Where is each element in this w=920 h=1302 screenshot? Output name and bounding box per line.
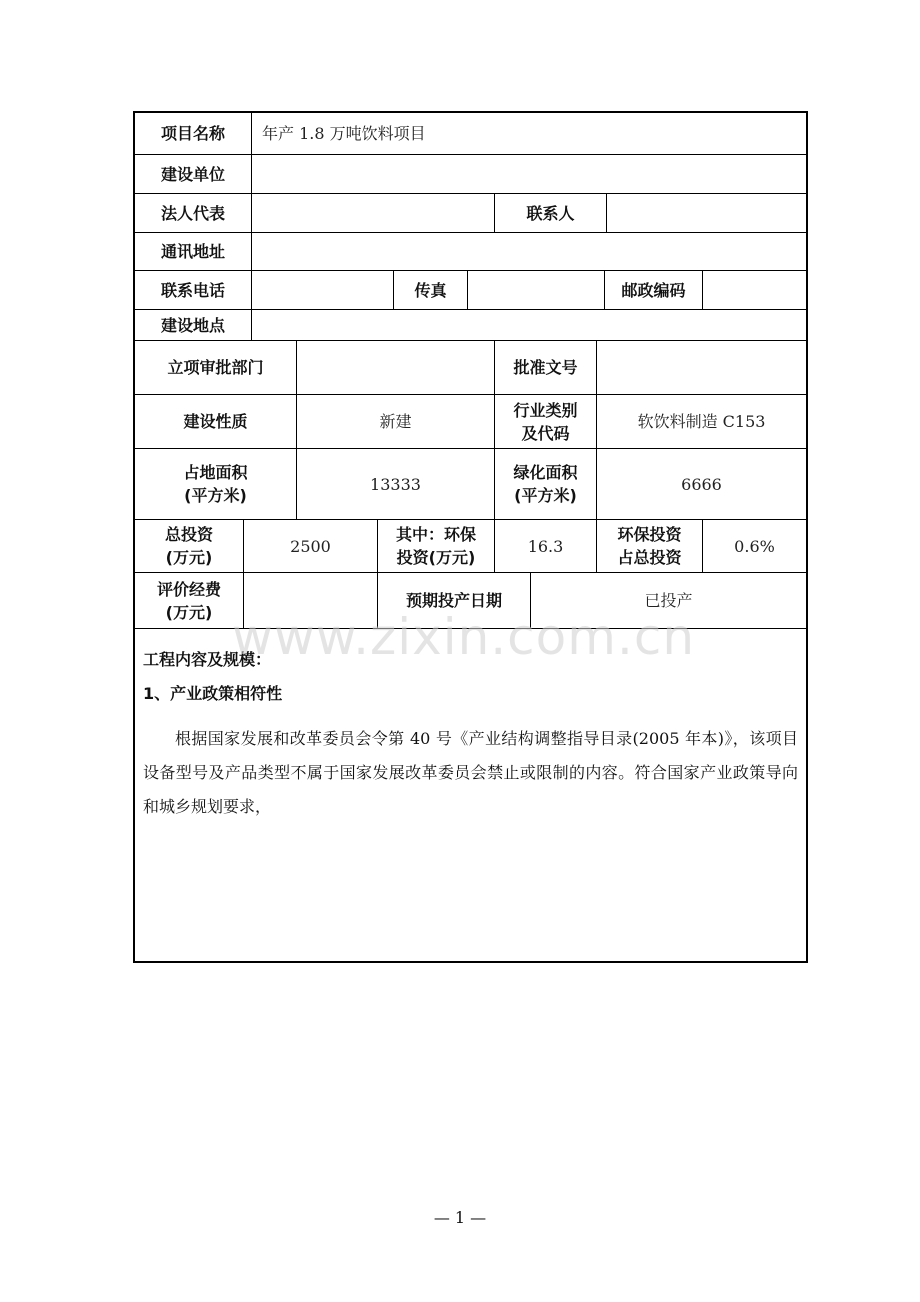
nature-label: 建设性质 xyxy=(135,395,297,448)
green-area-label xyxy=(495,449,597,519)
expected-date-label: 预期投产日期 xyxy=(378,573,531,628)
land-area-label-line2: (平方米) xyxy=(184,486,247,505)
site-value[interactable] xyxy=(252,310,806,340)
industry-value[interactable]: 软饮料制造 C153 xyxy=(637,412,766,431)
construction-unit-label: 建设单位 xyxy=(135,155,252,193)
postal-code-value[interactable] xyxy=(703,271,806,309)
fax-value[interactable] xyxy=(468,271,605,309)
postal-code-label: 邮政编码 xyxy=(605,271,703,309)
section1-title: 1、产业政策相符性 xyxy=(143,684,283,703)
land-area-label-line1: 占地面积 xyxy=(183,463,248,482)
content-title: 工程内容及规模： xyxy=(143,650,272,669)
expected-date-value[interactable]: 已投产 xyxy=(644,591,693,610)
approval-dept-value[interactable] xyxy=(297,341,495,394)
legal-rep-label: 法人代表 xyxy=(135,194,252,232)
fax-label: 传真 xyxy=(394,271,468,309)
address-label: 通讯地址 xyxy=(135,233,252,270)
phone-label: 联系电话 xyxy=(135,271,252,309)
site-label: 建设地点 xyxy=(135,310,252,340)
row-site xyxy=(135,310,806,341)
land-area-value[interactable]: 13333 xyxy=(297,449,495,519)
env-ratio-value[interactable]: 0.6% xyxy=(734,536,775,556)
row-phone xyxy=(135,271,806,310)
nature-value[interactable]: 新建 xyxy=(297,395,495,448)
env-investment-label-line1: 其中：环保 xyxy=(395,525,476,544)
env-investment-label-line2: 投资(万元) xyxy=(396,548,476,567)
contact-person-value[interactable] xyxy=(607,194,806,232)
industry-label-line2: 及代码 xyxy=(521,423,570,443)
total-investment-label xyxy=(135,520,244,572)
watermark: www.zixin.com.cn xyxy=(232,608,696,666)
row-address xyxy=(135,233,806,271)
page-number: — 1 — xyxy=(433,1208,487,1227)
total-investment-label-line1: 总投资 xyxy=(164,525,213,544)
approval-no-label: 批准文号 xyxy=(495,341,597,394)
env-investment-value[interactable]: 16.3 xyxy=(495,520,597,572)
contact-person-label: 联系人 xyxy=(495,194,607,232)
industry-label xyxy=(495,395,597,448)
eval-fee-label-line1: 评价经费 xyxy=(156,579,221,599)
row-nature xyxy=(135,395,806,449)
row-legal-rep xyxy=(135,194,806,233)
project-content-section xyxy=(135,629,806,961)
project-name-value[interactable]: 年产 1.8 万吨饮料项目 xyxy=(262,124,426,143)
address-value[interactable] xyxy=(252,233,806,270)
section1-paragraph: 根据国家发展和改革委员会令第 40 号《产业结构调整指导目录(2005 年本)》，该项目设备型号及产品类型不属于国家发展改革委员会禁止或限制的内容。符合国家产业政策导向和城乡规划要求， xyxy=(143,729,798,816)
phone-value[interactable] xyxy=(252,271,394,309)
env-ratio-label xyxy=(597,520,703,572)
env-ratio-label-line2: 占总投资 xyxy=(617,548,682,567)
construction-unit-value[interactable] xyxy=(252,155,806,193)
total-investment-label-line2: (万元) xyxy=(165,548,213,567)
land-area-label xyxy=(135,449,297,519)
eval-fee-label-line2: (万元) xyxy=(165,602,213,622)
project-info-table xyxy=(133,111,808,963)
legal-rep-value[interactable] xyxy=(252,194,495,232)
env-ratio-label-line1: 环保投资 xyxy=(617,525,682,544)
row-area xyxy=(135,449,806,520)
industry-label-line1: 行业类别 xyxy=(513,400,578,420)
green-area-label-line1: 绿化面积 xyxy=(513,463,578,482)
row-project-name xyxy=(135,113,806,155)
approval-dept-label: 立项审批部门 xyxy=(135,341,297,394)
project-name-label: 项目名称 xyxy=(135,113,252,154)
green-area-value[interactable]: 6666 xyxy=(681,474,722,494)
row-approval xyxy=(135,341,806,395)
green-area-label-line2: (平方米) xyxy=(514,486,577,505)
eval-fee-label xyxy=(135,573,244,628)
approval-no-value[interactable] xyxy=(597,341,806,394)
row-investment xyxy=(135,520,806,573)
row-construction-unit xyxy=(135,155,806,194)
env-investment-label xyxy=(378,520,495,572)
total-investment-value[interactable]: 2500 xyxy=(244,520,378,572)
